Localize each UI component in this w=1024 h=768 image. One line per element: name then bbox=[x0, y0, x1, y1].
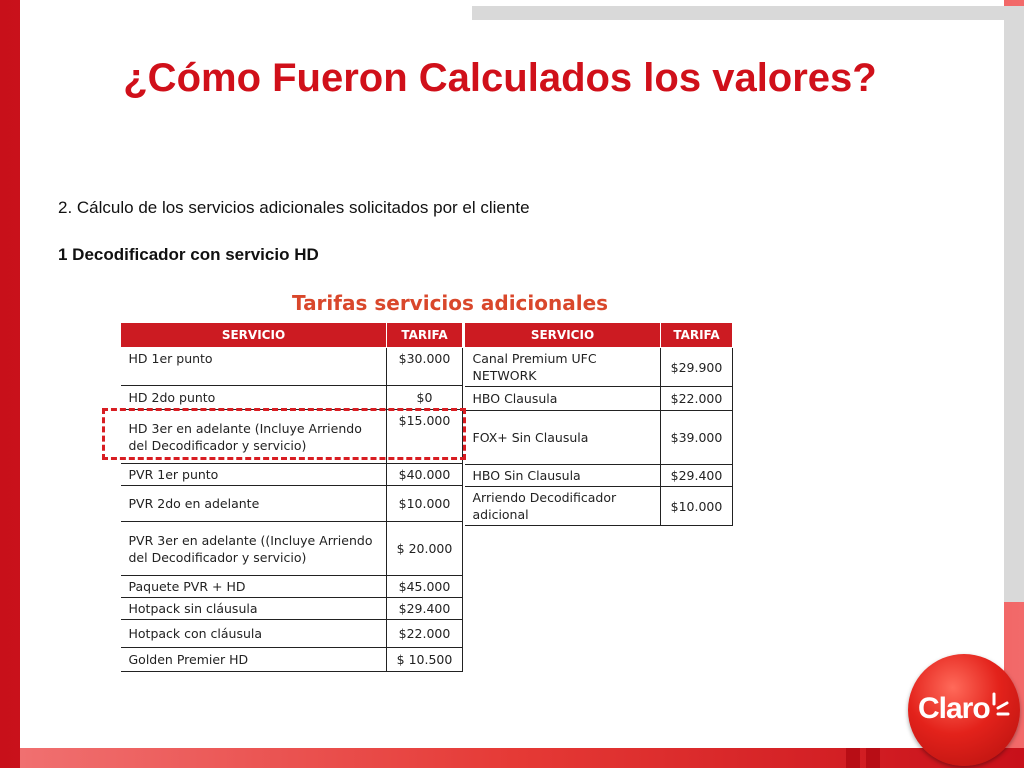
service-cell: HD 2do punto bbox=[121, 386, 387, 410]
service-cell: Hotpack con cláusula bbox=[121, 620, 387, 648]
service-cell: HBO Clausula bbox=[465, 387, 661, 411]
table-row bbox=[121, 648, 463, 672]
rate-cell: $29.400 bbox=[661, 465, 733, 487]
decorative-top-bar bbox=[472, 6, 1006, 20]
decorative-right-bar bbox=[1004, 6, 1024, 602]
service-cell: PVR 1er punto bbox=[121, 464, 387, 486]
table-header-row bbox=[121, 323, 463, 348]
table-row bbox=[121, 464, 463, 486]
table-row bbox=[465, 465, 733, 487]
table-title: Tarifas servicios adicionales bbox=[292, 291, 609, 315]
rate-cell: $39.000 bbox=[661, 411, 733, 465]
rate-cell: $22.000 bbox=[661, 387, 733, 411]
service-cell: HD 3er en adelante (Incluye Arriendo del Decodificador y servicio) bbox=[121, 410, 387, 464]
rate-cell: $ 10.500 bbox=[387, 648, 463, 672]
table-row bbox=[465, 487, 733, 526]
rate-cell: $0 bbox=[387, 386, 463, 410]
service-cell: PVR 3er en adelante ((Incluye Arriendo del Decodificador y servicio) bbox=[121, 522, 387, 576]
service-cell: Canal Premium UFC NETWORK bbox=[465, 348, 661, 387]
table-row bbox=[121, 598, 463, 620]
table-row bbox=[121, 576, 463, 598]
service-cell: HBO Sin Clausula bbox=[465, 465, 661, 487]
service-cell: FOX+ Sin Clausula bbox=[465, 411, 661, 465]
service-cell: Paquete PVR + HD bbox=[121, 576, 387, 598]
decorative-square bbox=[846, 748, 860, 768]
highlight-dashed-box bbox=[102, 408, 466, 460]
service-cell: Hotpack sin cláusula bbox=[121, 598, 387, 620]
slide-title: ¿Cómo Fueron Calculados los valores? bbox=[123, 56, 877, 100]
rate-cell: $29.400 bbox=[387, 598, 463, 620]
service-cell: Golden Premier HD bbox=[121, 648, 387, 672]
table-row bbox=[121, 486, 463, 522]
rates-table-right bbox=[464, 322, 733, 526]
service-cell: PVR 2do en adelante bbox=[121, 486, 387, 522]
rate-cell: $15.000 bbox=[387, 410, 463, 464]
service-cell: HD 1er punto bbox=[121, 348, 387, 386]
claro-logo bbox=[908, 654, 1020, 766]
column-header-service: SERVICIO bbox=[121, 323, 387, 348]
column-header-service: SERVICIO bbox=[465, 323, 661, 348]
table-row bbox=[121, 522, 463, 576]
logo-wordmark: Claro bbox=[918, 692, 990, 725]
table-row bbox=[465, 387, 733, 411]
rates-table-left bbox=[120, 322, 463, 672]
rate-cell: $10.000 bbox=[661, 487, 733, 526]
service-cell: Arriendo Decodificador adicional bbox=[465, 487, 661, 526]
decorative-square bbox=[866, 748, 880, 768]
table-header-row bbox=[465, 323, 733, 348]
table-row bbox=[121, 348, 463, 386]
rate-cell: $45.000 bbox=[387, 576, 463, 598]
rate-cell: $ 20.000 bbox=[387, 522, 463, 576]
column-header-rate: TARIFA bbox=[387, 323, 463, 348]
rate-cell: $30.000 bbox=[387, 348, 463, 386]
table-row bbox=[465, 411, 733, 465]
logo-rays-icon bbox=[990, 688, 1010, 718]
rate-cell: $22.000 bbox=[387, 620, 463, 648]
column-header-rate: TARIFA bbox=[661, 323, 733, 348]
table-row bbox=[465, 348, 733, 387]
section-subhead: 1 Decodificador con servicio HD bbox=[58, 245, 319, 264]
table-row bbox=[121, 386, 463, 410]
rate-cell: $10.000 bbox=[387, 486, 463, 522]
rate-cell: $40.000 bbox=[387, 464, 463, 486]
table-row bbox=[121, 620, 463, 648]
section-subtitle: 2. Cálculo de los servicios adicionales solicitados por el cliente bbox=[58, 198, 530, 217]
rate-cell: $29.900 bbox=[661, 348, 733, 387]
